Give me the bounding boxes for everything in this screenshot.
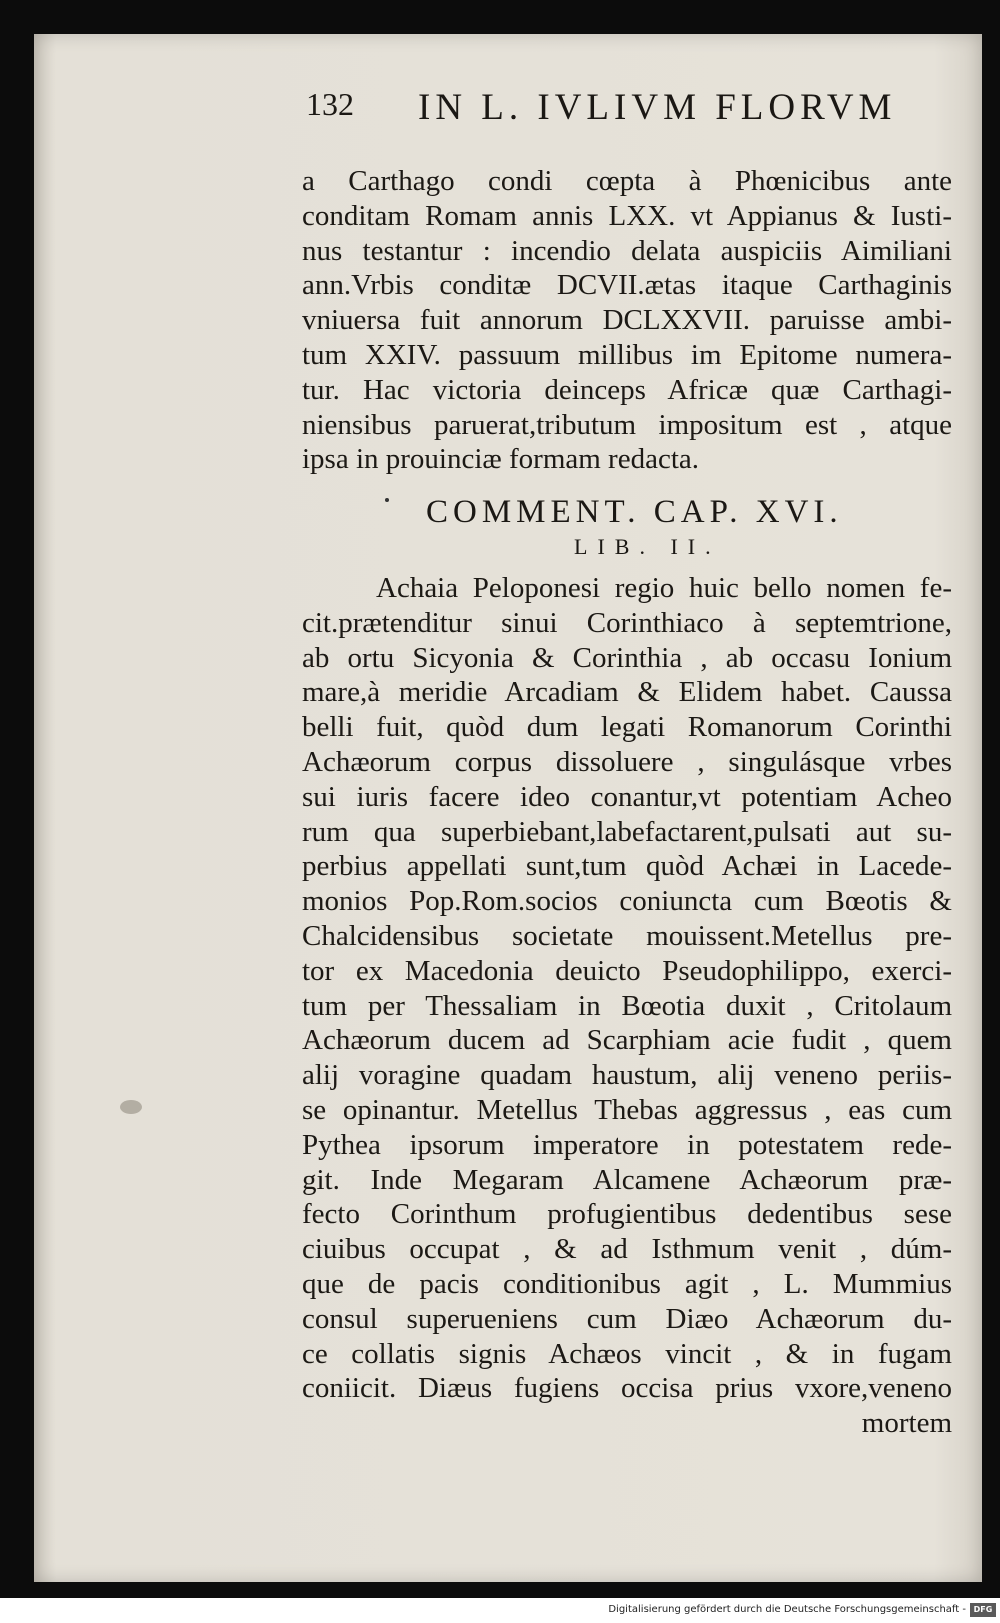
paragraph-achaia [302, 571, 952, 1441]
book-page [34, 34, 982, 1582]
text-line: vniuersa fuit annorum DCLXXVII. paruisse ambi- [302, 304, 952, 337]
text-line: consul superueniens cum Diæo Achæorum du- [302, 1302, 952, 1335]
text-line: tor ex Macedonia deuicto Pseudophilippo, exerci- [302, 954, 952, 987]
text-line: tur. Hac victoria deinceps Africæ quæ Carthagi- [302, 373, 952, 406]
ink-dot [385, 498, 389, 502]
text-line: Achæorum corpus dissoluere , singulásque vrbes [302, 745, 952, 778]
text-line: nus testantur : incendio delata auspiciis Aimiliani [302, 234, 952, 267]
paragraph-carthago [302, 164, 952, 477]
text-line: monios Pop.Rom.socios coniuncta cum Bœotis & [302, 885, 952, 918]
text-line: sui iuris facere ideo conantur,vt potentiam Acheo [302, 780, 952, 813]
text-line: ciuibus occupat , & ad Isthmum venit , dúm- [302, 1233, 952, 1266]
text-line: que de pacis conditionibus agit , L. Mummius [302, 1267, 952, 1300]
text-line: belli fuit, quòd dum legati Romanorum Corinthi [302, 711, 952, 744]
text-line: ce collatis signis Achæos vincit , & in fugam [302, 1337, 952, 1370]
catchword: mortem [861, 1407, 952, 1440]
text-line: Pythea ipsorum imperatore in potestatem rede- [302, 1128, 952, 1161]
text-line: ann.Vrbis conditæ DCVII.ætas itaque Carthaginis [302, 269, 952, 302]
dfg-logo: DFG [970, 1603, 996, 1617]
text-line: se opinantur. Metellus Thebas aggressus , eas cum [302, 1093, 952, 1126]
text-line: ipsa in prouinciæ formam redacta. [302, 443, 700, 476]
page-number: 132 [306, 86, 354, 122]
text-line: tum XXIV. passuum millibus im Epitome numera- [302, 338, 952, 371]
text-line: Achæorum ducem ad Scarphiam acie fudit , quem [302, 1024, 952, 1057]
book-subheading: LIB. II. [574, 534, 721, 559]
text-line: coniicit. Diæus fugiens occisa prius vxore,veneno [302, 1372, 952, 1405]
digitization-footer [0, 1600, 1000, 1623]
text-line: Chalcidensibus societate mouissent.Metellus pre- [302, 919, 952, 952]
text-line: tum per Thessaliam in Bœotia duxit , Critolaum [302, 989, 952, 1022]
text-line: ab ortu Sicyonia & Corinthia , ab occasu Ionium [302, 641, 952, 674]
text-line: cit.prætenditur sinui Corinthiaco à septemtrione, [302, 606, 952, 639]
chapter-heading: COMMENT. CAP. XVI. [426, 494, 843, 530]
text-line: a Carthago condi cœpta à Phœnicibus ante [302, 165, 952, 197]
text-line: perbius appellati sunt,tum quòd Achæi in Lacede- [302, 850, 952, 883]
text-line: alij voragine quadam haustum, alij veneno periis- [302, 1059, 952, 1092]
text-line: Achaia Peloponesi regio huic bello nomen fe- [376, 572, 952, 604]
text-line: git. Inde Megaram Alcamene Achæorum præ- [302, 1163, 952, 1196]
running-head [306, 86, 946, 130]
footer-credit: Digitalisierung gefördert durch die Deutsche Forschungsgemeinschaft - [608, 1604, 966, 1615]
text-line: rum qua superbiebant,labefactarent,pulsati aut su- [302, 815, 952, 848]
running-title: IN L. IVLIVM FLORVM [418, 87, 897, 128]
text-line: conditam Romam annis LXX. vt Appianus & Iusti- [302, 199, 952, 232]
text-line: niensibus paruerat,tributum impositum est , atque [302, 408, 952, 441]
paper-stain [120, 1100, 142, 1114]
text-line: mare,à meridie Arcadiam & Elidem habet. Caussa [302, 676, 952, 709]
text-line: fecto Corinthum profugientibus dedentibus sese [302, 1198, 952, 1231]
